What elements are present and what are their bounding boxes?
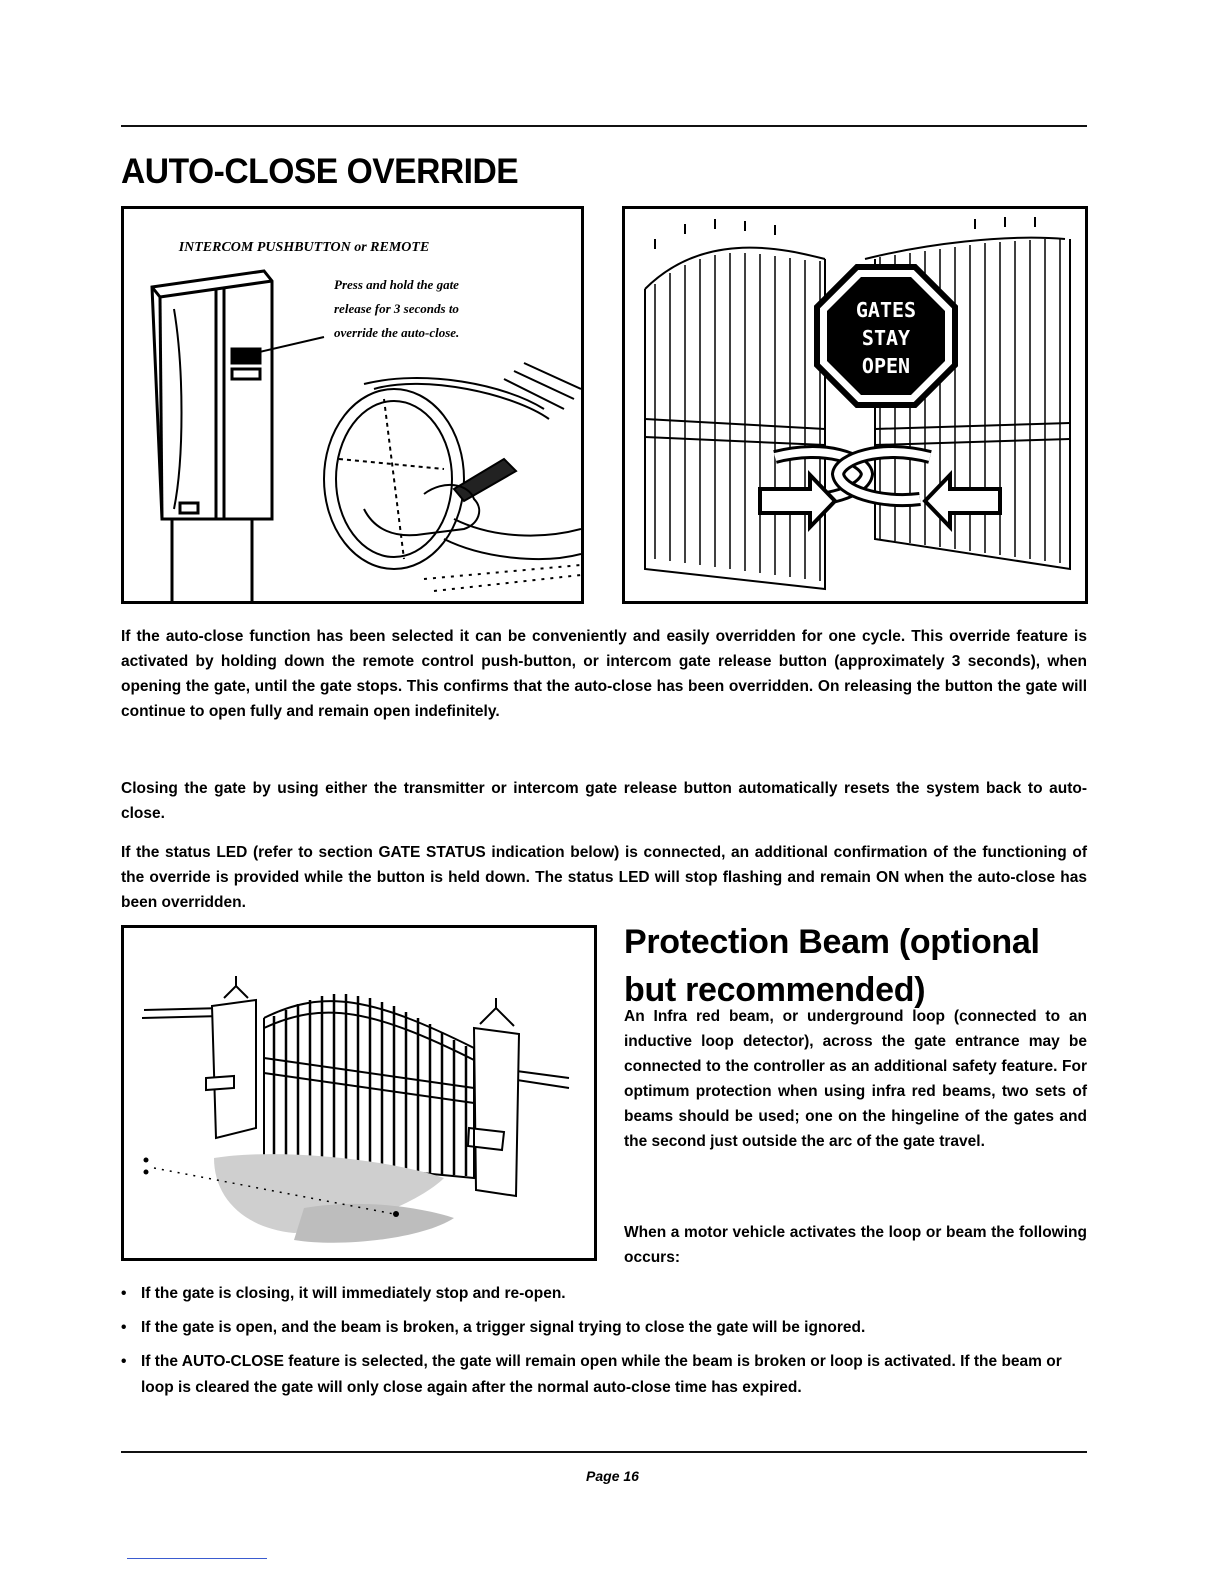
list-item — [121, 1349, 1087, 1401]
status-led-paragraph: If the status LED (refer to section GATE STATUS indication below) is connected, an additional confirmation of the functioning of the override is provided while the button is held down. The status LED will stop flashing and remain ON when the auto-close has been overridden. — [121, 844, 1087, 911]
intercom-caption-line-1: Press and hold the gate — [334, 277, 459, 292]
intercom-caption-line-3: override the auto-close. — [334, 325, 460, 340]
top-rule — [121, 125, 1087, 127]
sign-line-1: GATES — [855, 298, 917, 322]
page-number: Page 16 — [586, 1468, 639, 1484]
override-paragraph: If the auto-close function has been selected it can be conveniently and easily overridden for one cycle. This override feature is activated by holding down the remote control push-button, or intercom gate release button (approximately 3 seconds), when opening the gate, until the gate stops. This confirms that the auto-close has been overridden. On releasing the button the gate will continue to open fully and remain open indefinitely. — [121, 628, 1087, 720]
protection-beam-illustration — [121, 925, 597, 1261]
bullet-icon: • — [121, 1353, 127, 1370]
list-item-text: If the AUTO-CLOSE feature is selected, the gate will remain open while the beam is broken or loop is activated. If the beam or loop is cleared the gate will only close again after the normal auto-close time has expired. — [141, 1353, 1062, 1396]
hand-remote-icon — [324, 363, 581, 591]
list-item-text: If the gate is open, and the beam is broken, a trigger signal trying to close the gate will be ignored. — [141, 1319, 866, 1336]
list-item — [121, 1315, 1087, 1341]
gates-stay-open-sign — [817, 267, 955, 405]
list-item-text: If the gate is closing, it will immediately stop and re-open. — [141, 1285, 566, 1302]
protection-beam-heading: Protection Beam (optional but recommended) — [624, 923, 1040, 1009]
list-item — [121, 1281, 1087, 1307]
page-title: AUTO-CLOSE OVERRIDE — [121, 152, 519, 191]
protection-beam-description: An Infra red beam, or underground loop (connected to an inductive loop detector), across the gate entrance may be connected to the controller as an additional safety feature. For optimum protection when using infra red beams, two sets of beams should be used; one on the hingeline of the gates and the second just outside the arc of the gate travel. — [624, 1008, 1087, 1150]
bullet-icon: • — [121, 1319, 127, 1336]
beam-behaviour-list — [121, 1281, 1087, 1409]
bottom-rule — [121, 1451, 1087, 1453]
footer-link-underline — [127, 1558, 267, 1559]
gates-stay-open-illustration — [622, 206, 1088, 604]
sign-line-2: STAY — [861, 326, 911, 350]
reset-paragraph: Closing the gate by using either the transmitter or intercom gate release button automatically resets the system back to auto-close. — [121, 780, 1087, 822]
sign-line-3: OPEN — [861, 354, 911, 378]
intercom-caption-line-2: release for 3 seconds to — [334, 301, 459, 316]
vehicle-activation-intro: When a motor vehicle activates the loop or beam the following occurs: — [624, 1224, 1087, 1266]
bullet-icon: • — [121, 1285, 127, 1302]
intercom-remote-illustration — [121, 206, 584, 604]
intercom-unit-icon — [152, 271, 324, 601]
beam-detection-area-icon — [144, 1154, 455, 1243]
intercom-figure-heading: INTERCOM PUSHBUTTON or REMOTE — [178, 240, 430, 255]
